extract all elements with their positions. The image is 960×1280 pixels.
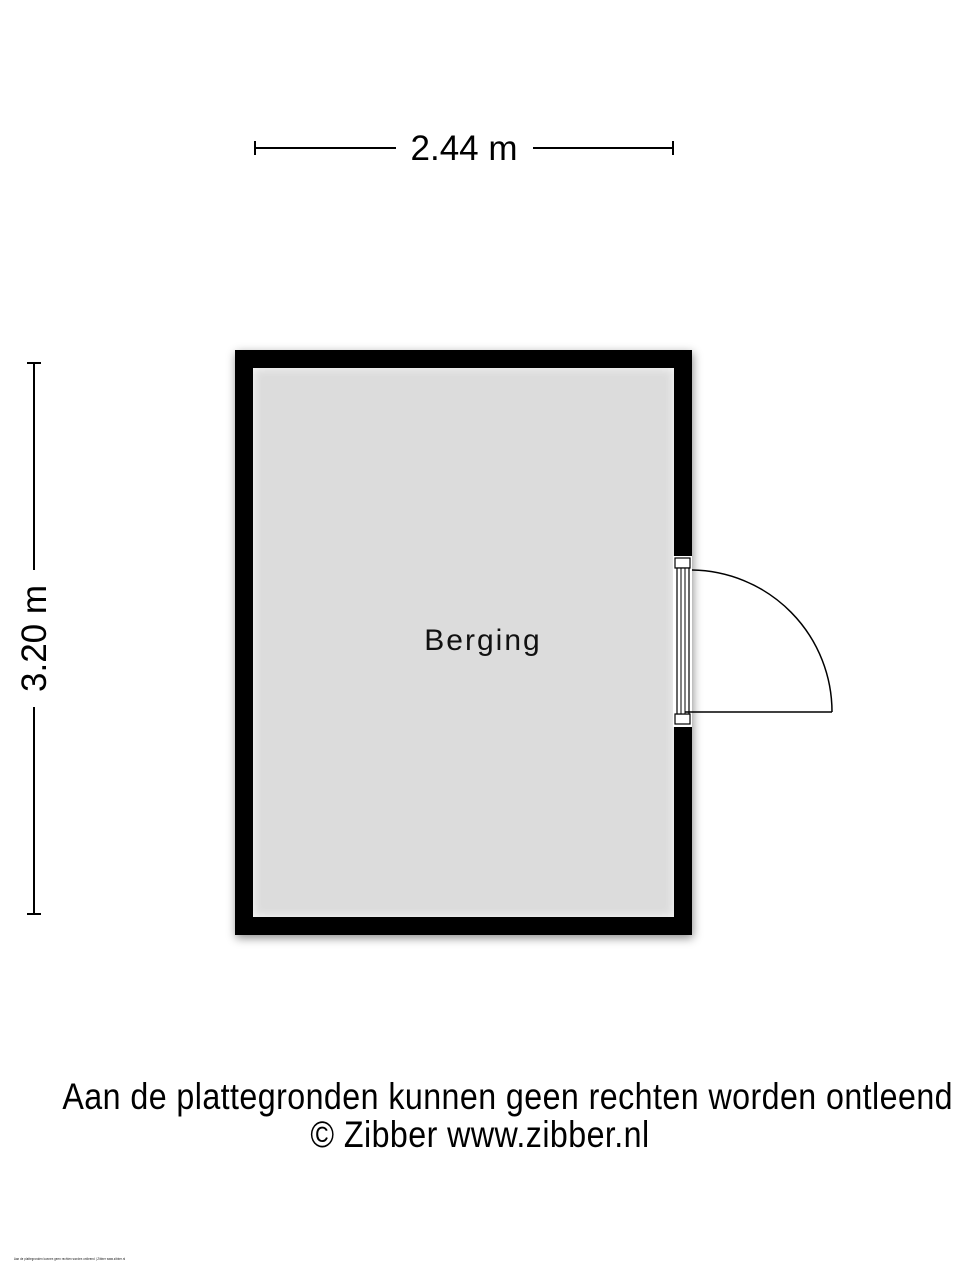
dimension-line-right-segment bbox=[533, 147, 673, 149]
dimension-tick-bottom bbox=[27, 913, 41, 915]
disclaimer-line-1: Aan de plattegronden kunnen geen rechten worden ontleend bbox=[62, 1076, 954, 1117]
door-jamb-bottom bbox=[675, 714, 690, 724]
dimension-line-bottom-segment bbox=[33, 707, 35, 913]
door-slab bbox=[677, 568, 689, 714]
dimension-height bbox=[14, 362, 54, 915]
room-berging bbox=[235, 350, 692, 935]
disclaimer bbox=[0, 1078, 960, 1154]
fine-print: Aan de plattegronden kunnen geen rechten worden ontleend | Zibber www.zibber.nl bbox=[14, 1256, 126, 1261]
door-swing-arc bbox=[692, 570, 832, 712]
dimension-tick-right bbox=[672, 141, 674, 155]
door bbox=[655, 540, 855, 740]
dimension-height-label: 3.20 m bbox=[14, 585, 54, 692]
dimension-width-label: 2.44 m bbox=[410, 128, 518, 168]
dimension-width bbox=[254, 128, 674, 168]
dimension-line-left-segment bbox=[256, 147, 396, 149]
dimension-line-top-segment bbox=[33, 364, 35, 570]
door-jamb-top bbox=[675, 558, 690, 568]
disclaimer-line-2: © Zibber www.zibber.nl bbox=[310, 1114, 650, 1155]
room-label: Berging bbox=[424, 624, 542, 657]
